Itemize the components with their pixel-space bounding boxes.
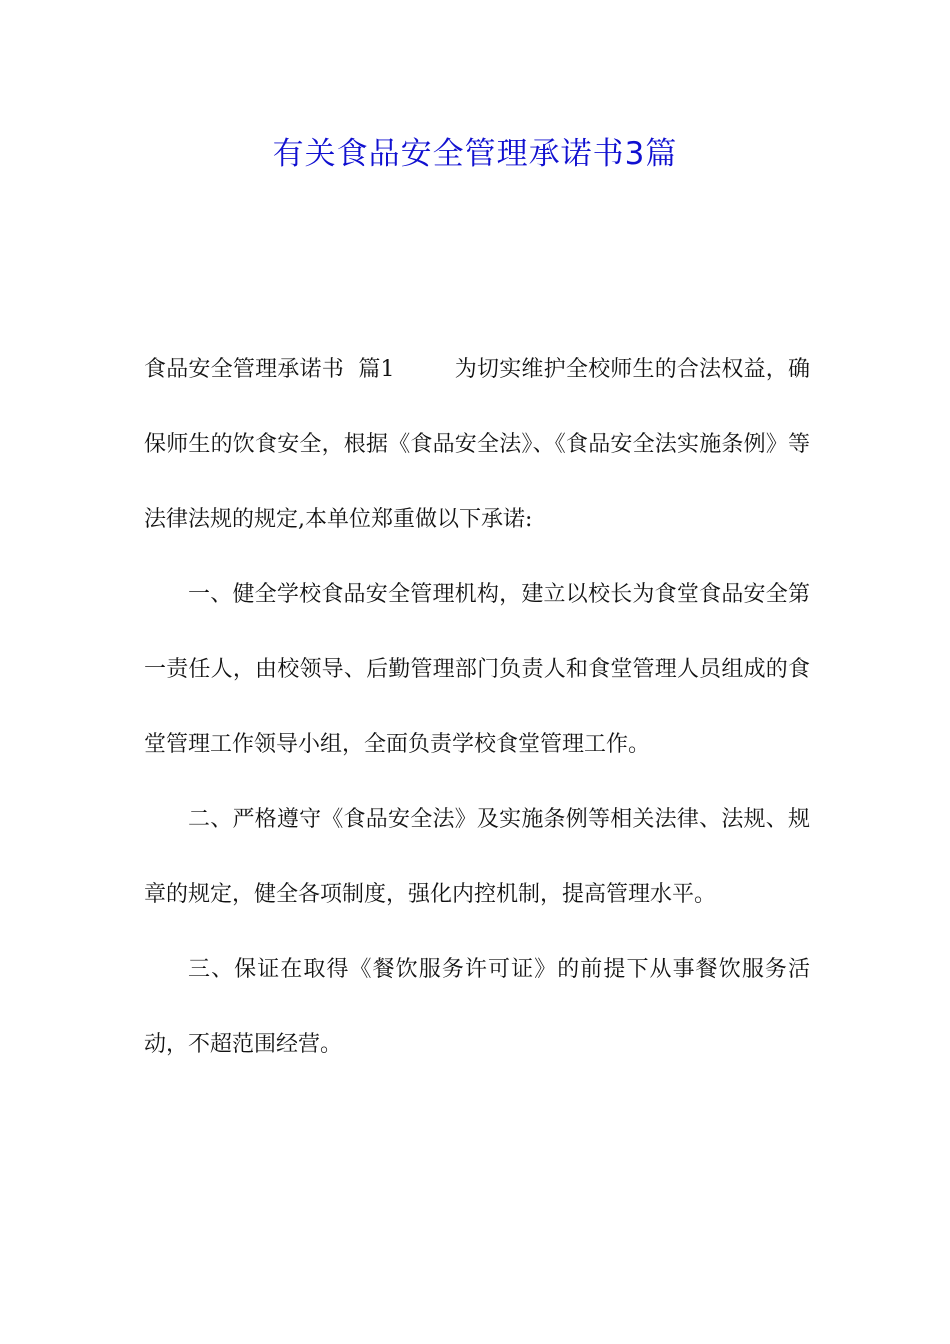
intro-paragraph <box>144 332 810 557</box>
paragraph-one: 一、健全学校食品安全管理机构，建立以校长为食堂食品安全第一责任人，由校领导、后勤管理部门负责人和食堂管理人员组成的食堂管理工作领导小组，全面负责学校食堂管理工作。 <box>144 582 810 757</box>
section-heading: 食品安全管理承诺书 篇1 <box>144 357 395 382</box>
document-body <box>144 332 810 1082</box>
paragraph-two: 二、严格遵守《食品安全法》及实施条例等相关法律、法规、规章的规定，健全各项制度，强化内控机制，提高管理水平。 <box>144 807 810 907</box>
document-title: 有关食品安全管理承诺书3篇 <box>272 136 678 172</box>
paragraph-three: 三、保证在取得《餐饮服务许可证》的前提下从事餐饮服务活动，不超范围经营。 <box>144 957 810 1057</box>
intro-text: 为切实维护全校师生的合法权益，确保师生的饮食安全，根据《食品安全法》、《食品安全法实施条例》等法律法规的规定,本单位郑重做以下承诺: <box>144 357 810 532</box>
